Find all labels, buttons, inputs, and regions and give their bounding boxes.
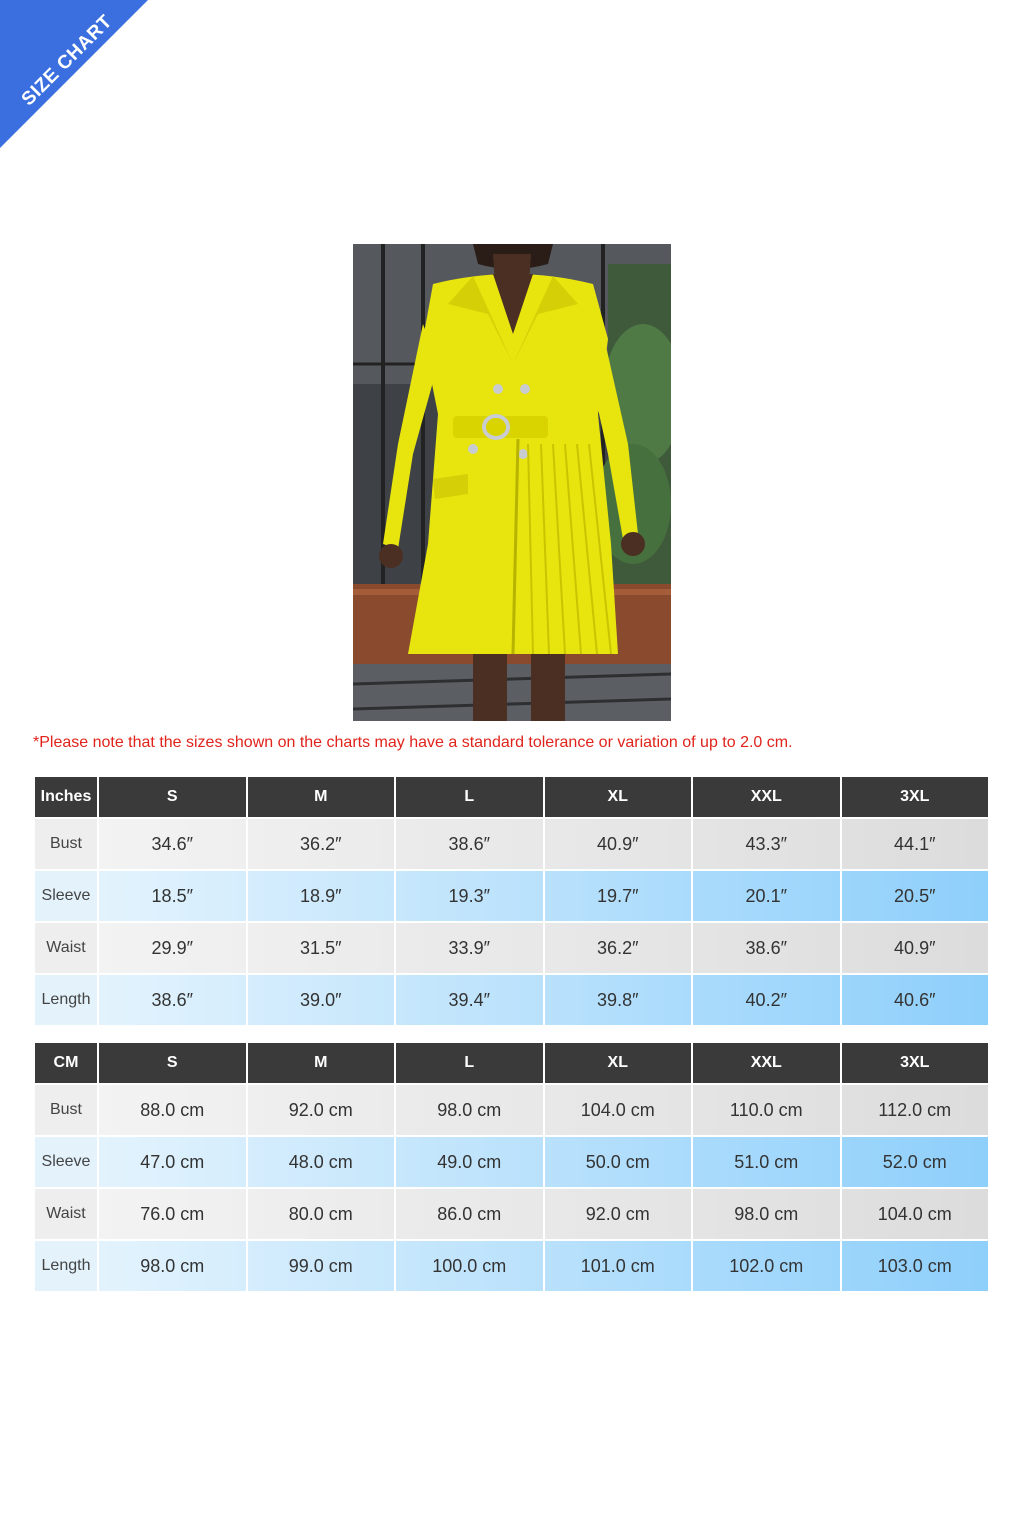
row-label: Waist bbox=[35, 1187, 97, 1239]
table-cell: 102.0 cm bbox=[693, 1239, 840, 1291]
table-cell: 51.0 cm bbox=[693, 1135, 840, 1187]
size-header: XXL bbox=[693, 1043, 840, 1083]
table-cell: 48.0 cm bbox=[248, 1135, 395, 1187]
table-cell: 100.0 cm bbox=[396, 1239, 543, 1291]
table-cell: 98.0 cm bbox=[99, 1239, 246, 1291]
size-header: L bbox=[396, 777, 543, 817]
product-photo bbox=[353, 244, 671, 721]
table-cell: 86.0 cm bbox=[396, 1187, 543, 1239]
table-cell: 19.7″ bbox=[545, 869, 692, 921]
unit-header: CM bbox=[35, 1043, 97, 1083]
row-label: Sleeve bbox=[35, 869, 97, 921]
table-cell: 99.0 cm bbox=[248, 1239, 395, 1291]
table-cell: 88.0 cm bbox=[99, 1083, 246, 1135]
table-cell: 104.0 cm bbox=[842, 1187, 989, 1239]
table-cell: 49.0 cm bbox=[396, 1135, 543, 1187]
cm-size-table bbox=[33, 1043, 990, 1291]
row-label: Length bbox=[35, 973, 97, 1025]
table-cell: 44.1″ bbox=[842, 817, 989, 869]
table-row bbox=[35, 1083, 988, 1135]
table-cell: 20.1″ bbox=[693, 869, 840, 921]
table-cell: 33.9″ bbox=[396, 921, 543, 973]
table-cell: 80.0 cm bbox=[248, 1187, 395, 1239]
table-cell: 38.6″ bbox=[99, 973, 246, 1025]
table-cell: 40.9″ bbox=[842, 921, 989, 973]
table-cell: 110.0 cm bbox=[693, 1083, 840, 1135]
table-cell: 76.0 cm bbox=[99, 1187, 246, 1239]
size-header: M bbox=[248, 1043, 395, 1083]
table-cell: 38.6″ bbox=[693, 921, 840, 973]
size-chart-ribbon bbox=[0, 0, 150, 150]
table-cell: 43.3″ bbox=[693, 817, 840, 869]
table-cell: 20.5″ bbox=[842, 869, 989, 921]
table-row bbox=[35, 1187, 988, 1239]
tolerance-note: *Please note that the sizes shown on the charts may have a standard tolerance or variation of up to 2.0 cm. bbox=[33, 734, 793, 751]
row-label: Bust bbox=[35, 817, 97, 869]
table-row bbox=[35, 1135, 988, 1187]
table-header-row bbox=[35, 1043, 988, 1083]
table-cell: 39.0″ bbox=[248, 973, 395, 1025]
table-cell: 39.8″ bbox=[545, 973, 692, 1025]
table-row bbox=[35, 869, 988, 921]
inches-size-table bbox=[33, 777, 990, 1025]
ribbon-shape bbox=[0, 0, 150, 150]
table-cell: 52.0 cm bbox=[842, 1135, 989, 1187]
size-header: 3XL bbox=[842, 1043, 989, 1083]
table-header-row bbox=[35, 777, 988, 817]
size-header: S bbox=[99, 1043, 246, 1083]
table-cell: 38.6″ bbox=[396, 817, 543, 869]
table-row bbox=[35, 973, 988, 1025]
row-label: Bust bbox=[35, 1083, 97, 1135]
table-cell: 34.6″ bbox=[99, 817, 246, 869]
size-header: S bbox=[99, 777, 246, 817]
table-cell: 104.0 cm bbox=[545, 1083, 692, 1135]
table-cell: 40.2″ bbox=[693, 973, 840, 1025]
table-row bbox=[35, 1239, 988, 1291]
row-label: Sleeve bbox=[35, 1135, 97, 1187]
table-cell: 18.9″ bbox=[248, 869, 395, 921]
table-row bbox=[35, 921, 988, 973]
table-cell: 18.5″ bbox=[99, 869, 246, 921]
table-cell: 98.0 cm bbox=[693, 1187, 840, 1239]
table-cell: 112.0 cm bbox=[842, 1083, 989, 1135]
table-cell: 50.0 cm bbox=[545, 1135, 692, 1187]
table-cell: 40.9″ bbox=[545, 817, 692, 869]
table-cell: 39.4″ bbox=[396, 973, 543, 1025]
table-cell: 36.2″ bbox=[248, 817, 395, 869]
size-header: 3XL bbox=[842, 777, 989, 817]
table-row bbox=[35, 817, 988, 869]
size-header: XXL bbox=[693, 777, 840, 817]
size-header: XL bbox=[545, 777, 692, 817]
table-cell: 103.0 cm bbox=[842, 1239, 989, 1291]
table-cell: 92.0 cm bbox=[545, 1187, 692, 1239]
dress-illustration bbox=[353, 244, 671, 721]
row-label: Length bbox=[35, 1239, 97, 1291]
ribbon-label: SIZE CHART bbox=[17, 11, 117, 111]
table-cell: 101.0 cm bbox=[545, 1239, 692, 1291]
table-cell: 19.3″ bbox=[396, 869, 543, 921]
table-cell: 98.0 cm bbox=[396, 1083, 543, 1135]
table-cell: 31.5″ bbox=[248, 921, 395, 973]
table-cell: 36.2″ bbox=[545, 921, 692, 973]
row-label: Waist bbox=[35, 921, 97, 973]
size-header: XL bbox=[545, 1043, 692, 1083]
table-cell: 92.0 cm bbox=[248, 1083, 395, 1135]
unit-header: Inches bbox=[35, 777, 97, 817]
table-cell: 29.9″ bbox=[99, 921, 246, 973]
size-header: L bbox=[396, 1043, 543, 1083]
table-cell: 40.6″ bbox=[842, 973, 989, 1025]
size-header: M bbox=[248, 777, 395, 817]
table-cell: 47.0 cm bbox=[99, 1135, 246, 1187]
